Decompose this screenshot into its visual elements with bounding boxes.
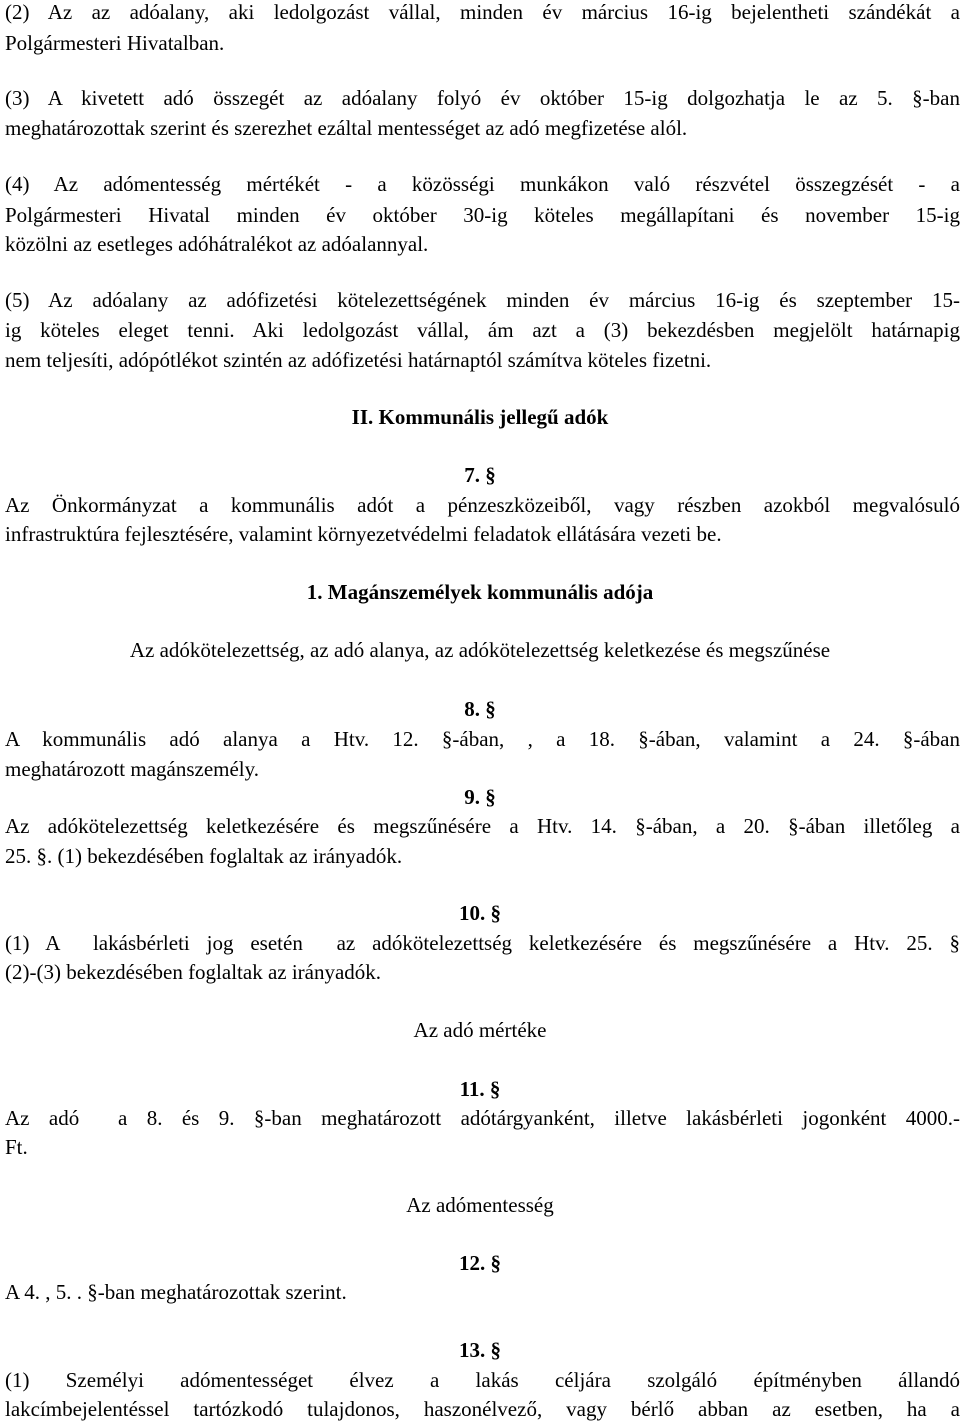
section-13-line-1: (1) Személyi adómentességet élvez a lakás céljára szolgáló építményben állandó	[5, 1368, 960, 1392]
section-7-number: 7. §	[464, 463, 496, 487]
section-13-number: 13. §	[459, 1338, 501, 1362]
paragraph-2-line-2: Polgármesteri Hivatalban.	[5, 31, 225, 55]
section-8-line-2: meghatározott magánszemély.	[5, 757, 260, 781]
paragraph-5-line-2: ig köteles eleget tenni. Aki ledolgozást vállal, ám azt a (3) bekezdésben megjelölt határnapig	[5, 318, 960, 342]
section-10-line-1: (1) A lakásbérleti jog esetén az adókötelezettség keletkezésére és megszűnésére a Htv. 25. §	[5, 931, 960, 955]
paragraph-2-line-1: (2) Az az adóalany, aki ledolgozást vállal, minden év március 16-ig bejelentheti szándékát a	[5, 0, 960, 24]
section-8-line-1: A kommunális adó alanya a Htv. 12. §-ában, , a 18. §-ában, valamint a 24. §-ában	[5, 727, 960, 751]
paragraph-5-line-1: (5) Az adóalany az adófizetési kötelezettségének minden év március 16-ig és szeptember 15-	[5, 288, 960, 312]
section-13-line-2: lakcímbejelentéssel tartózkodó tulajdonos, haszonélvező, vagy bérlő abban az esetben, ha a	[5, 1397, 960, 1421]
section-11-line-1: Az adó a 8. és 9. §-ban meghatározott adótárgyanként, illetve lakásbérleti jogonként 4000.-	[5, 1106, 960, 1130]
section-9-number: 9. §	[464, 785, 496, 809]
section-10-number: 10. §	[459, 901, 501, 925]
paragraph-5-line-3: nem teljesíti, adópótlékot szintén az adófizetési határnaptól számítva köteles fizetni.	[5, 348, 712, 372]
section-11-line-2: Ft.	[5, 1135, 28, 1159]
heading-section-ii: II. Kommunális jellegű adók	[351, 405, 609, 429]
paragraph-4-line-3: közölni az esetleges adóhátralékot az adóalannyal.	[5, 232, 429, 256]
paragraph-3-line-2: meghatározottak szerint és szerezhet ezáltal mentességet az adó megfizetése alól.	[5, 116, 688, 140]
heading-subsection-1: 1. Magánszemélyek kommunális adója	[306, 580, 654, 604]
sub-heading-tax-rate: Az adó mértéke	[413, 1018, 547, 1042]
section-10-line-2: (2)-(3) bekezdésében foglaltak az irányadók.	[5, 960, 382, 984]
section-7-line-1: Az Önkormányzat a kommunális adót a pénzeszközeiből, vagy részben azokból megvalósuló	[5, 493, 960, 517]
sub-heading-exemption: Az adómentesség	[406, 1193, 554, 1217]
paragraph-4-line-1: (4) Az adómentesség mértékét - a közösségi munkákon való részvétel összegzését - a	[5, 172, 960, 196]
section-12-line-1: A 4. , 5. . §-ban meghatározottak szerint.	[5, 1280, 347, 1304]
section-11-number: 11. §	[459, 1077, 501, 1101]
paragraph-3-line-1: (3) A kivetett adó összegét az adóalany folyó év október 15-ig dolgozhatja le az 5. §-ban	[5, 86, 960, 110]
paragraph-4-line-2: Polgármesteri Hivatal minden év október 30-ig köteles megállapítani és november 15-ig	[5, 203, 960, 227]
section-8-number: 8. §	[464, 697, 496, 721]
section-7-line-2: infrastruktúra fejlesztésére, valamint környezetvédelmi feladatok ellátására vezeti be.	[5, 522, 722, 546]
section-9-line-2: 25. §. (1) bekezdésében foglaltak az irányadók.	[5, 844, 403, 868]
section-12-number: 12. §	[459, 1251, 501, 1275]
sub-heading-obligation: Az adókötelezettség, az adó alanya, az adókötelezettség keletkezése és megszűnése	[129, 638, 831, 662]
section-9-line-1: Az adókötelezettség keletkezésére és megszűnésére a Htv. 14. §-ában, a 20. §-ában illetőleg a	[5, 814, 960, 838]
